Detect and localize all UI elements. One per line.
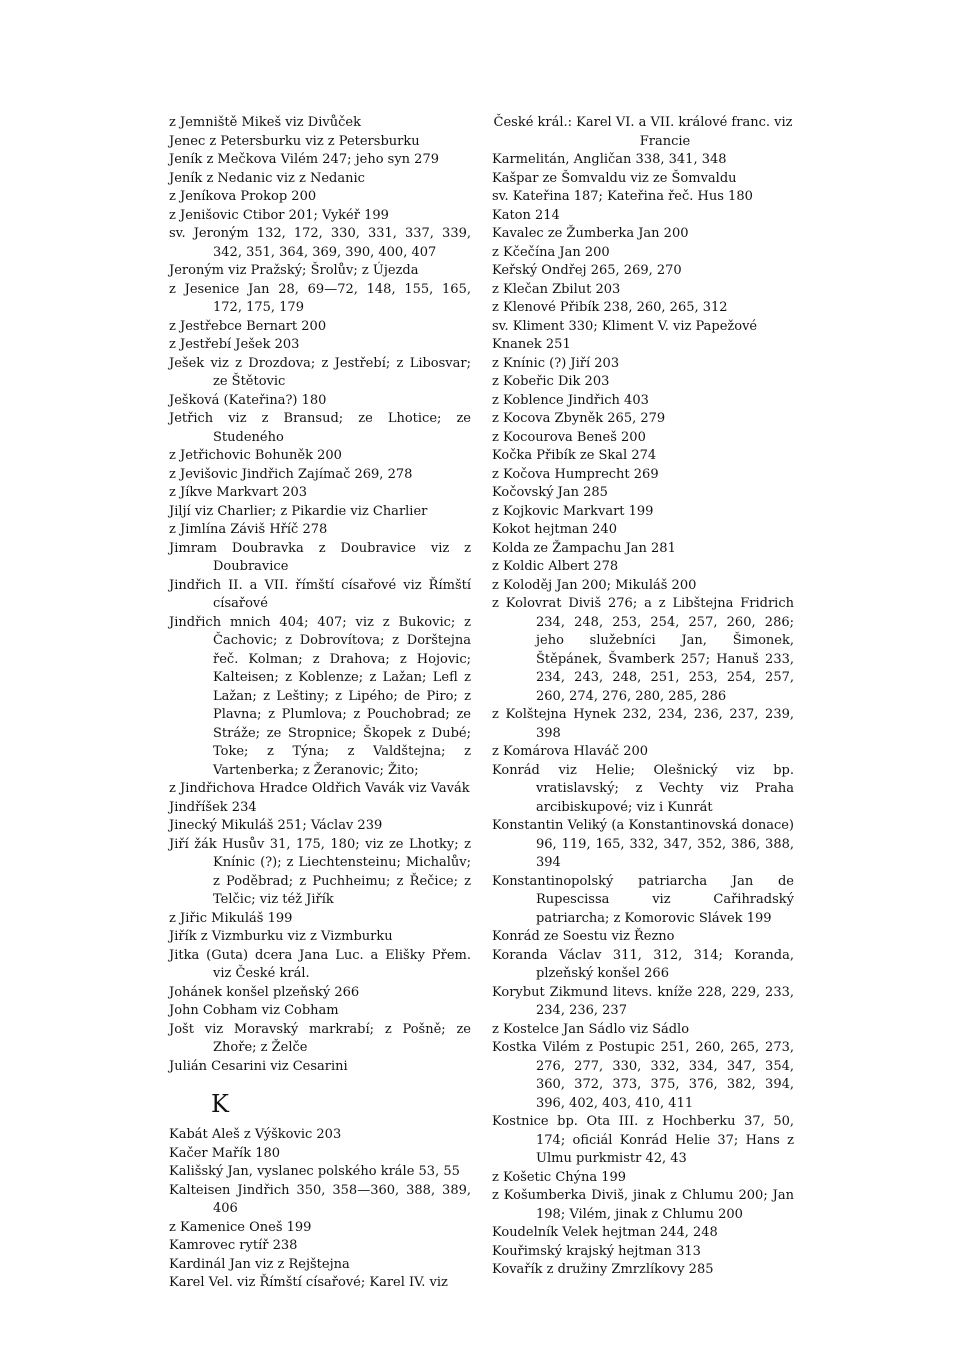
index-entry: Jindřich II. a VII. římští císařové viz Římští císařové — [169, 577, 471, 611]
index-entry: Jitka (Guta) dcera Jana Luc. a Elišky Přem. viz České král. — [169, 947, 471, 981]
index-entry: Kabát Aleš z Výškovic 203 — [169, 1127, 342, 1142]
index-entry: Jindříšek 234 — [169, 799, 257, 815]
index-entry: z Jetřichovic Bohuněk 200 — [169, 448, 342, 463]
index-entry: Jenec z Petersburku viz z Petersburku — [169, 133, 420, 149]
index-entry: Kamrovec rytíř 238 — [169, 1238, 298, 1253]
index-entry: John Cobham viz Cobham — [169, 1003, 339, 1018]
index-entry: Jeroným viz Pražský; Šrolův; z Újezda — [169, 263, 419, 278]
index-entry: Konstantinopolský patriarcha Jan de Rupescissa viz Cařihradský patriarcha; z Komorovic Slávek 199 — [492, 873, 794, 926]
index-entry: Jošt viz Moravský markrabí; z Pošně; ze Zhoře; z Želče — [169, 1021, 471, 1055]
index-entry: z Kocova Zbyněk 265, 279 — [492, 411, 666, 426]
index-entry: Jetřich viz z Bransud; ze Lhotice; ze Studeného — [169, 411, 471, 445]
index-entry: z Kčečína Jan 200 — [492, 244, 610, 260]
index-entry: z Jimlína Záviš Hříč 278 — [169, 522, 328, 537]
index-entry: Kalteisen Jindřich 350, 358—360, 388, 389, 406 — [169, 1182, 471, 1216]
index-entry: Jiřík z Vizmburku viz z Vizmburku — [169, 929, 393, 944]
index-entry: Jindřich mnich 404; 407; viz z Bukovic; z Čachovic; z Dobrovítova; z Dorštejna řeč. Kolman; z Drahova; z Hojovic; Kalteisen; z Koblenze; z Lažan; Lefl z Lažan; z Leštiny; z Lipého; de Piro; z Plavna; z Plumlova; z Pouchobrad; ze Stráže; ze Stropnice; Škopek z Dubé; Toke; z Týna; z Valdštejna; z Vartenberka; z Žeranovic; Žito; — [169, 614, 471, 778]
index-entry: Karmelitán, Angličan 338, 341, 348 — [492, 152, 727, 167]
index-entry: Jeník z Nedanic viz z Nedanic — [169, 170, 365, 186]
index-entry: z Koloděj Jan 200; Mikuláš 200 — [492, 577, 697, 593]
k-index-entries — [169, 1126, 471, 1293]
index-entry: Kostnice bp. Ota III. z Hochberku 37, 50, 174; oficiál Konrád Helie 37; Hans z Ulmu purkmistr 42, 43 — [492, 1114, 794, 1166]
index-entry: sv. Kliment 330; Kliment V. viz Papežové — [492, 318, 758, 334]
index-entry: z Kamenice Oneš 199 — [169, 1219, 312, 1235]
index-entry: z Jindřichova Hradce Oldřich Vavák viz Vavák — [169, 781, 470, 796]
index-entry: Kouřimský krajský hejtman 313 — [492, 1243, 701, 1259]
index-entry: Keřský Ondřej 265, 269, 270 — [492, 263, 682, 278]
index-entry: Jiljí viz Charlier; z Pikardie viz Charlier — [169, 503, 428, 519]
index-entry: Kališský Jan, vyslanec polského krále 53, 55 — [169, 1164, 460, 1179]
index-entry: z Komárova Hlaváč 200 — [492, 744, 649, 759]
index-entry: Kačer Mařík 180 — [169, 1145, 281, 1161]
index-entry: Jeník z Mečkova Vilém 247; jeho syn 279 — [169, 152, 439, 167]
index-entry: Kardinál Jan viz z Rejštejna — [169, 1256, 350, 1272]
index-entry: z Kolštejna Hynek 232, 234, 236, 237, 239, 398 — [492, 707, 794, 741]
index-entry: Koranda Václav 311, 312, 314; Koranda, plzeňský konšel 266 — [492, 947, 794, 981]
index-entry: z Koblence Jindřich 403 — [492, 392, 649, 408]
index-entry: z Knínic (?) Jiří 203 — [492, 355, 620, 371]
index-entry: Kokot hejtman 240 — [492, 522, 617, 537]
index-entry: z Kojkovic Markvart 199 — [492, 503, 654, 519]
index-entry: z Kobeřic Dik 203 — [492, 374, 610, 389]
index-entry: Knanek 251 — [492, 337, 571, 352]
index-entry: Konrád ze Soestu viz Řezno — [492, 929, 675, 944]
index-entry: Korybut Zikmund litevs. kníže 228, 229, 233, 234, 236, 237 — [492, 984, 794, 1018]
index-entry: z Kolovrat Diviš 276; a z Libštejna Fridrich 234, 248, 253, 254, 257, 260, 286; jeho služebníci Jan, Šimonek, Štěpánek, Švamberk 257; Hanuš 233, 234, 243, 248, 251, 253, 254, 257, 260, 274, 276, 280, 285, 286 — [492, 596, 794, 704]
index-entry: z Košumberka Diviš, jinak z Chlumu 200; Jan 198; Vilém, jinak z Chlumu 200 — [492, 1188, 794, 1222]
index-entry: z Jevišovic Jindřich Zajímač 269, 278 — [169, 466, 413, 482]
index-entry: Jiří žák Husův 31, 175, 180; viz ze Lhotky; z Knínic (?); z Liechtensteinu; Michalův; z Poděbrad; z Puchheimu; z Řečice; z Telčic; viz též Jiřík — [169, 836, 471, 907]
index-entry: z Jenišovic Ctibor 201; Vykéř 199 — [169, 207, 389, 223]
index-entry: z Koldic Albert 278 — [492, 559, 619, 574]
index-entry: sv. Kateřina 187; Kateřina řeč. Hus 180 — [492, 189, 753, 204]
index-entry: z Jemniště Mikeš viz Divůček — [169, 115, 361, 130]
index-entry: z Jeníkova Prokop 200 — [169, 189, 317, 204]
index-entry: z Klenové Přibík 238, 260, 265, 312 — [492, 300, 728, 315]
left-column — [169, 114, 471, 1293]
right-column — [492, 114, 794, 1280]
index-entry: Jimram Doubravka z Doubravice viz z Doubravice — [169, 540, 471, 574]
index-entry: Konstantin Veliký (a Konstantinovská donace) 96, 119, 165, 332, 347, 352, 386, 388, 394 — [492, 818, 794, 870]
index-entry: z Jesenice Jan 28, 69—72, 148, 155, 165, 172, 175, 179 — [169, 281, 471, 315]
index-entry: Konrád viz Helie; Olešnický viz bp. vratislavský; z Vechty viz Praha arcibiskupové; viz i Kunrát — [492, 762, 794, 815]
index-entry: Kolda ze Žampachu Jan 281 — [492, 540, 676, 556]
right-index-entries — [492, 151, 794, 1280]
index-entry: Kavalec ze Žumberka Jan 200 — [492, 226, 689, 241]
index-entry: z Kostelce Jan Sádlo viz Sádlo — [492, 1021, 690, 1037]
index-entry: sv. Jeroným 132, 172, 330, 331, 337, 339, 342, 351, 364, 369, 390, 400, 407 — [169, 226, 471, 260]
index-entry: Jinecký Mikuláš 251; Václav 239 — [169, 818, 383, 833]
index-entry: z Klečan Zbilut 203 — [492, 281, 621, 297]
continuation-entry: České král.: Karel VI. a VII. králové franc. viz Francie — [493, 115, 793, 149]
left-index-entries — [169, 114, 471, 1076]
index-entry: Karel Vel. viz Římští císařové; Karel IV. viz — [169, 1275, 448, 1290]
index-entry: z Jestřebí Ješek 203 — [169, 337, 300, 352]
index-entry: z Košetic Chýna 199 — [492, 1169, 627, 1185]
index-entry: Johánek konšel plzeňský 266 — [169, 984, 360, 1000]
index-entry: z Kocourova Beneš 200 — [492, 429, 646, 445]
index-entry: Julián Cesarini viz Cesarini — [169, 1058, 348, 1074]
index-entry: Koudelník Velek hejtman 244, 248 — [492, 1225, 718, 1240]
index-entry: Kočovský Jan 285 — [492, 485, 608, 500]
index-entry: Ješek viz z Drozdova; z Jestřebí; z Libosvar; ze Štětovic — [169, 355, 471, 389]
index-entry: Katon 214 — [492, 207, 560, 223]
index-entry: Ješková (Kateřina?) 180 — [169, 392, 327, 408]
index-entry: Kostka Vilém z Postupic 251, 260, 265, 273, 276, 277, 330, 332, 334, 347, 354, 360, 372, 373, 375, 376, 382, 394, 396, 402, 403, 410, 411 — [492, 1040, 794, 1111]
index-entry: Kašpar ze Šomvaldu viz ze Šomvaldu — [492, 170, 737, 186]
index-entry: z Kočova Humprecht 269 — [492, 466, 659, 482]
index-entry: Kovařík z družiny Zmrzlíkovy 285 — [492, 1262, 714, 1277]
section-letter-k: K — [211, 1090, 229, 1118]
index-entry: z Jestřebce Bernart 200 — [169, 318, 327, 334]
index-entry: z Jiřic Mikuláš 199 — [169, 910, 293, 926]
index-entry: z Jíkve Markvart 203 — [169, 485, 308, 500]
index-entry: Kočka Přibík ze Skal 274 — [492, 448, 657, 463]
